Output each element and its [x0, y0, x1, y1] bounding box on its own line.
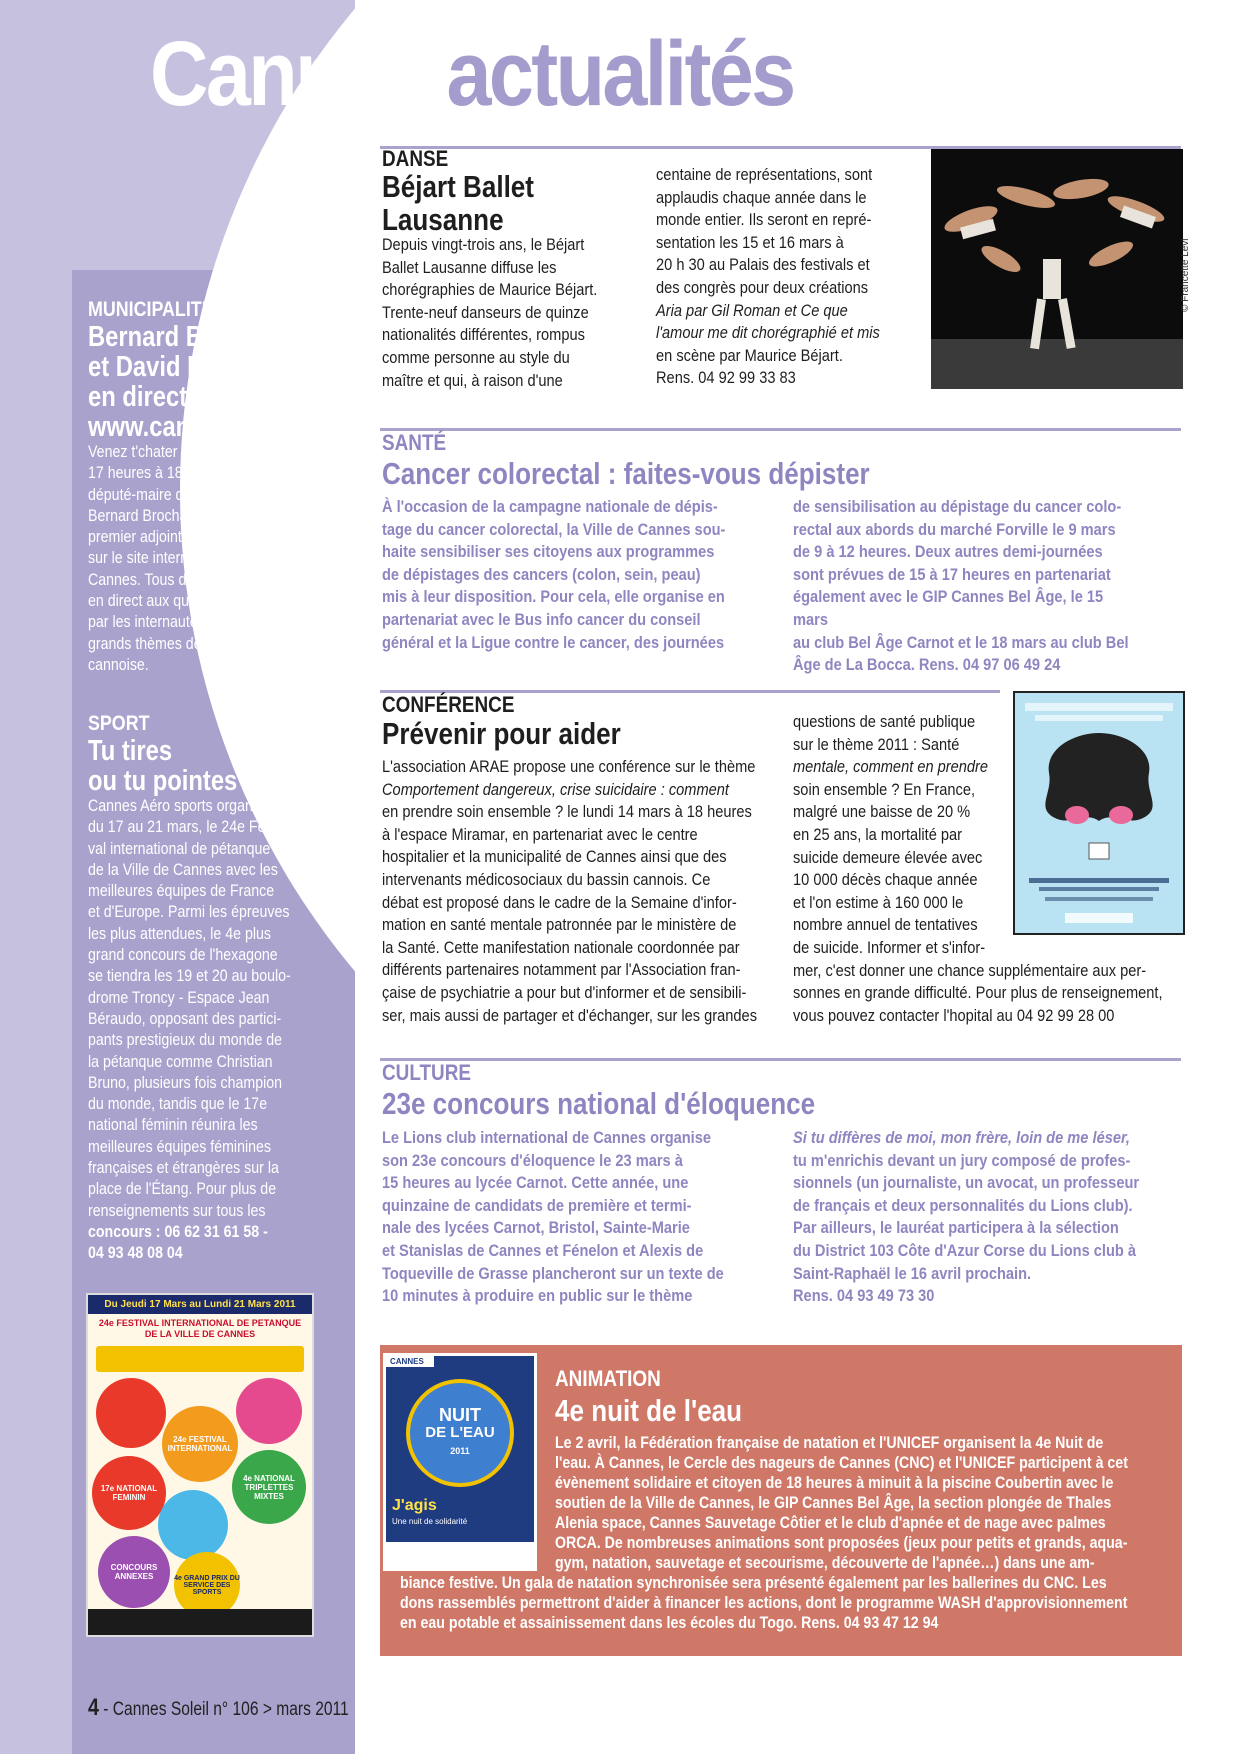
- text-line: l'eau. À Cannes, le Cercle des nageurs de Cannes (CNC) et l'UNICEF participent à cet: [555, 1454, 1128, 1472]
- photo-credit: © Francette Levi: [1180, 238, 1191, 312]
- body-line: Béraudo, opposant des partici-: [88, 1009, 282, 1028]
- body-line: pants prestigieux du monde de: [88, 1031, 283, 1050]
- poster-circle-label: 17e NATIONAL FEMININ: [100, 1484, 158, 1502]
- body-municipalite: [88, 442, 318, 676]
- text-line: nationalités différentes, rompus: [382, 325, 585, 345]
- footer-text: - Cannes Soleil n° 106 > mars 2011: [103, 1699, 349, 1720]
- text-line: des congrès pour deux créations: [656, 277, 869, 297]
- body-line: Bernard Brochand et son: [88, 506, 246, 525]
- headline-line: Tu tires: [88, 735, 173, 767]
- poster-sub: Une nuit de solidarité: [392, 1517, 468, 1526]
- body-line: Venez t'chater le 17 mars de: [88, 443, 268, 461]
- text-line: Alenia space, Cannes Sauvetage Côtier et le club d'apnée et de nage avec palmes: [555, 1514, 1106, 1532]
- text-line: çaise de psychiatrie a pour but d'informer et de sensibili-: [382, 982, 747, 1002]
- text-line: au club Bel Âge Carnot et le 18 mars au club Bel: [793, 632, 1129, 652]
- text-line: centaine de représentations, sont: [656, 165, 873, 184]
- rubric-municipalite: MUNICIPALITÉ: [88, 298, 214, 321]
- text-line: en scène par Maurice Béjart.: [656, 345, 843, 365]
- poster-circle: [162, 1406, 238, 1482]
- page-footer: [88, 1694, 349, 1722]
- text-line: comme personne au style du: [382, 347, 570, 367]
- text-line: dons rassemblés permettront d'aider à financer les actions, dont le programme WASH d'approvisionnement: [400, 1594, 1128, 1612]
- body-line: meilleures équipes de France: [88, 882, 275, 901]
- body-line: meilleures équipes féminines: [88, 1137, 271, 1156]
- conference-col1: [382, 756, 769, 1027]
- masthead-title-part1: Cannes: [150, 23, 427, 125]
- text-line: mation en santé mentale patronnée par le ministère de: [382, 915, 737, 935]
- headline-municipalite: [88, 322, 326, 442]
- text-line: tu m'enrichis devant un jury composé de profes-: [793, 1150, 1131, 1170]
- poster-footer-band: [88, 1609, 312, 1635]
- rubric-culture: CULTURE: [382, 1060, 471, 1085]
- text-line: maître et qui, à raison d'une: [382, 370, 563, 390]
- text-line: Toqueville de Grasse plancheront sur un texte de: [382, 1263, 724, 1283]
- text-line: Trente-neuf danseurs de quinze: [382, 302, 589, 322]
- poster-circle: [158, 1490, 228, 1560]
- section-rule: [380, 1058, 1181, 1061]
- petanque-poster: [86, 1293, 314, 1637]
- animation-text-upper: [555, 1433, 1191, 1573]
- headline-line: en direct sur: [88, 381, 231, 413]
- page-number: 4: [88, 1694, 99, 1721]
- poster-circles: [88, 1376, 312, 1616]
- body-line: 17 heures à 18 h 30 avec le: [88, 464, 264, 483]
- poster-circle: [96, 1378, 166, 1448]
- rubric-sante: SANTÉ: [382, 430, 447, 455]
- body-line: la pétanque comme Christian: [88, 1052, 273, 1071]
- text-line: de sensibilisation au dépistage du cancer colo-: [793, 497, 1122, 516]
- title-danse: [382, 170, 534, 236]
- rubric-conference: CONFÉRENCE: [382, 692, 515, 717]
- poster-circle: [92, 1456, 166, 1530]
- text-line: soin ensemble ? En France,: [793, 779, 976, 799]
- text-line: Rens. 04 93 49 73 30: [793, 1286, 935, 1306]
- text-line: suicide demeure élevée avec: [793, 847, 983, 867]
- body-sport: [88, 796, 318, 1265]
- headline-link-line[interactable]: www.cannes.com: [88, 411, 287, 443]
- body-line: de la Ville de Cannes avec les: [88, 860, 278, 879]
- text-line: 20 h 30 au Palais des festivals et: [656, 255, 870, 275]
- text-line: la Santé. Cette manifestation nationale coordonnée par: [382, 937, 740, 957]
- animation-text-lower: [400, 1573, 1191, 1633]
- poster-logos: [386, 1542, 534, 1568]
- body-line: sur le site internet de la Ville de: [88, 549, 285, 568]
- conference-poster: [1013, 691, 1185, 935]
- poster-circle-label: CONCOURS ANNEXES: [110, 1563, 158, 1581]
- poster-circle: [232, 1450, 306, 1524]
- text-line: intervenants médicosociaux du bassin cannois. Ce: [382, 869, 711, 889]
- text-line: questions de santé publique: [793, 712, 976, 731]
- text-line: Ballet Lausanne diffuse les: [382, 257, 557, 277]
- title-sante: Cancer colorectal : faites-vous dépister: [382, 456, 870, 491]
- text-line: monde entier. Ils seront en repré-: [656, 210, 872, 230]
- text-line: 10 minutes à produire en public sur le thème: [382, 1286, 693, 1306]
- body-line: grand concours de l'hexagone: [88, 946, 278, 965]
- masthead-title: [150, 22, 794, 127]
- body-line: drome Troncy - Espace Jean: [88, 988, 270, 1007]
- text-line: son 23e concours d'éloquence le 23 mars à: [382, 1150, 683, 1170]
- text-line: L'association ARAE propose une conférence sur le thème: [382, 757, 756, 776]
- text-line: nombre annuel de tentatives: [793, 915, 978, 935]
- masthead-title-part2: actualités: [446, 23, 794, 125]
- title-conference: Prévenir pour aider: [382, 716, 621, 751]
- sante-col2: [793, 496, 1137, 677]
- text-line: Depuis vingt-trois ans, le Béjart: [382, 235, 585, 254]
- text-line: de français et deux personnalités du Lions club).: [793, 1195, 1133, 1215]
- text-line: Rens. 04 92 99 33 83: [656, 368, 796, 388]
- text-line: gym, natation, sauvetage et secourisme, découverte de l'apnée…) dans une am-: [555, 1554, 1095, 1572]
- title-culture: 23e concours national d'éloquence: [382, 1086, 816, 1121]
- body-line: député-maire de Cannes: [88, 485, 245, 504]
- poster-circle-label: 4e GRAND PRIX DU SERVICE DES SPORTS: [174, 1574, 240, 1596]
- text-line: et Stanislas de Cannes et Fénelon et Alexis de: [382, 1240, 704, 1260]
- text-line: rectal aux abords du marché Forville le 9 mars: [793, 519, 1116, 539]
- text-line: Par ailleurs, le lauréat participera à la sélection: [793, 1218, 1119, 1238]
- body-line: les plus attendues, le 4e plus: [88, 924, 272, 943]
- rubric-sport: SPORT: [88, 712, 150, 735]
- poster-globe: [406, 1379, 514, 1487]
- text-line: Comportement dangereux, crise suicidaire : comment: [382, 779, 729, 799]
- text-line: nale des lycées Carnot, Bristol, Sainte-Marie: [382, 1218, 690, 1238]
- body-line: renseignements sur tous les: [88, 1201, 266, 1220]
- poster-circle-label: 4e NATIONAL TRIPLETTES MIXTES: [243, 1473, 295, 1501]
- text-line: soutien de la Ville de Cannes, le GIP Cannes Bel Âge, la section plongée de Thales: [555, 1494, 1112, 1512]
- sidebar-municipalite: [88, 298, 320, 676]
- rubric-danse: DANSE: [382, 146, 449, 171]
- text-line: hospitalier et la municipalité de Cannes ainsi que des: [382, 847, 727, 867]
- title-line: Lausanne: [382, 202, 504, 237]
- poster-title-line: NUIT: [439, 1405, 481, 1425]
- text-line: débat est proposé dans le cadre de la Semaine d'infor-: [382, 892, 737, 912]
- text-line: Si tu diffères de moi, mon frère, loin de me léser,: [793, 1128, 1130, 1147]
- poster-circle-label: 24e FESTIVAL INTERNATIONAL: [167, 1435, 233, 1453]
- body-line: val international de pétanque: [88, 839, 271, 858]
- body-line: en direct aux questions posées: [88, 592, 284, 611]
- poster-title-line: 24e FESTIVAL INTERNATIONAL DE PETANQUE: [98, 1318, 302, 1328]
- headline-sport: [88, 736, 326, 796]
- text-line: mis à leur disposition. Pour cela, elle organise en: [382, 587, 725, 607]
- text-line: de 9 à 12 heures. Deux autres demi-journées: [793, 542, 1103, 562]
- body-line-phone: 04 93 48 08 04: [88, 1244, 183, 1263]
- text-line: de suicide. Informer et s'infor-: [793, 937, 986, 957]
- sante-col1: [382, 496, 726, 654]
- dancers-illustration: [931, 149, 1183, 389]
- body-line: grands thèmes de la vie: [88, 634, 239, 653]
- body-line: Bruno, plusieurs fois champion: [88, 1073, 283, 1092]
- body-line: et d'Europe. Parmi les épreuves: [88, 903, 290, 922]
- nuit-eau-poster: [383, 1353, 537, 1571]
- headline-line: Bernard Brochand: [88, 321, 297, 353]
- text-line: mer, c'est donner une chance supplémentaire aux per-: [793, 960, 1147, 980]
- text-line: également avec le GIP Cannes Bel Âge, le 15 mars: [793, 587, 1104, 629]
- section-rule: [380, 428, 1181, 431]
- text-line: sionnels (un journaliste, un avocat, un professeur: [793, 1173, 1140, 1193]
- text-line: sentation les 15 et 16 mars à: [656, 232, 844, 252]
- body-line: Cannes. Tous deux répondront: [88, 570, 282, 589]
- headline-line: et David Lisnard: [88, 351, 274, 383]
- text-line: de dépistages des cancers (colon, sein, peau): [382, 564, 701, 584]
- rubric-animation: ANIMATION: [555, 1366, 661, 1391]
- text-line: 15 heures au lycée Carnot. Cette année, une: [382, 1173, 689, 1193]
- poster-year: 2011: [450, 1446, 470, 1456]
- text-line: Saint-Raphaël le 16 avril prochain.: [793, 1263, 1032, 1283]
- text-line: chorégraphies de Maurice Béjart.: [382, 280, 598, 300]
- body-line-phone: concours : 06 62 31 61 58 -: [88, 1222, 268, 1241]
- text-line: sonnes en grande difficulté. Pour plus de renseignement,: [793, 983, 1163, 1003]
- poster-circle: [98, 1536, 170, 1608]
- body-line: du 17 au 21 mars, le 24e Festi-: [88, 818, 285, 837]
- body-line: françaises et étrangères sur la: [88, 1159, 279, 1178]
- text-line: mentale, comment en prendre: [793, 757, 989, 777]
- text-line: Âge de La Bocca. Rens. 04 97 06 49 24: [793, 655, 1061, 675]
- poster-title-line: DE L'EAU: [425, 1424, 495, 1441]
- poster-brand: CANNES: [386, 1356, 434, 1367]
- sidebar-sport: [88, 712, 320, 1265]
- body-line: du monde, tandis que le 17e: [88, 1095, 268, 1114]
- body-line: se tiendra les 19 et 20 au boulo-: [88, 967, 291, 986]
- text-line: vous pouvez contacter l'hopital au 04 92 99 28 00: [793, 1005, 1115, 1025]
- body-line: national féminin réunira les: [88, 1116, 258, 1135]
- text-line: ORCA. De nombreuses animations sont proposées (jeux pour petits et grands, aqua-: [555, 1534, 1128, 1552]
- text-line: À l'occasion de la campagne nationale de dépis-: [382, 497, 718, 516]
- culture-col2: [793, 1127, 1146, 1308]
- body-line: par les internautes sur les: [88, 613, 251, 632]
- headline-line: ou tu pointes ?: [88, 765, 259, 797]
- text-line: l'amour me dit chorégraphié et mis: [656, 323, 880, 343]
- text-line: du District 103 Côte d'Azur Corse du Lions club à: [793, 1240, 1137, 1260]
- body-line: premier adjoint David Lisnard: [88, 528, 273, 547]
- text-line: quinzaine de candidats de première et termi-: [382, 1195, 692, 1215]
- text-line: sur le thème 2011 : Santé: [793, 734, 960, 754]
- text-line: applaudis chaque année dans le: [656, 187, 867, 207]
- poster-ribbon: [96, 1346, 304, 1372]
- text-line: malgré une baisse de 20 %: [793, 802, 971, 822]
- text-line: haite sensibiliser ses citoyens aux programmes: [382, 542, 715, 562]
- text-line: sont prévues de 15 à 17 heures en partenariat: [793, 564, 1111, 584]
- poster-title: [88, 1314, 312, 1342]
- poster-circle: [236, 1378, 302, 1444]
- text-line: évènement solidaire et citoyen de 18 heures à minuit à la piscine Coubertin avec le: [555, 1474, 1114, 1492]
- text-line: partenariat avec le Bus info cancer du conseil: [382, 609, 701, 629]
- body-line: Cannes Aéro sports organise: [88, 797, 272, 815]
- inkblot-illustration: [1015, 693, 1183, 933]
- text-line: en eau potable et assainissement dans les écoles du Togo. Rens. 04 93 47 12 94: [400, 1614, 939, 1632]
- title-line: Béjart Ballet: [382, 169, 534, 204]
- poster-header: Du Jeudi 17 Mars au Lundi 21 Mars 2011: [88, 1295, 312, 1314]
- text-line: 10 000 décès chaque année: [793, 870, 978, 890]
- text-line: ser, mais aussi de partager et d'échanger, sur les grandes: [382, 1005, 758, 1025]
- title-animation: 4e nuit de l'eau: [555, 1393, 743, 1428]
- body-line: place de l'Étang. Pour plus de: [88, 1180, 277, 1199]
- ballet-photo: [931, 149, 1183, 389]
- text-line: différents partenaires notamment par l'Association fran-: [382, 960, 741, 980]
- text-line: en 25 ans, la mortalité par: [793, 824, 963, 844]
- text-line: tage du cancer colorectal, la Ville de Cannes sou-: [382, 519, 726, 539]
- text-line: Le Lions club international de Cannes organise: [382, 1128, 712, 1147]
- text-line: biance festive. Un gala de natation synchronisée sera présenté également par les ballerines du CNC. Les: [400, 1574, 1107, 1592]
- body-line: cannoise.: [88, 655, 149, 674]
- text-line: Le 2 avril, la Fédération française de natation et l'UNICEF organisent la 4e Nuit de: [555, 1434, 1104, 1452]
- text-line: Aria par Gil Roman et Ce que: [656, 300, 848, 320]
- text-line: en prendre soin ensemble ? le lundi 14 mars à 18 heures: [382, 802, 752, 822]
- culture-col1: [382, 1127, 726, 1308]
- poster-tagline: J'agis: [392, 1497, 437, 1514]
- danse-col1: [382, 234, 614, 392]
- text-line: et l'on estime à 160 000 le: [793, 892, 964, 912]
- text-line: général et la Ligue contre le cancer, des journées: [382, 632, 725, 652]
- poster-title-line: DE LA VILLE DE CANNES: [144, 1329, 256, 1339]
- text-line: à l'espace Miramar, en partenariat avec le centre: [382, 824, 698, 844]
- danse-col2: [656, 164, 888, 390]
